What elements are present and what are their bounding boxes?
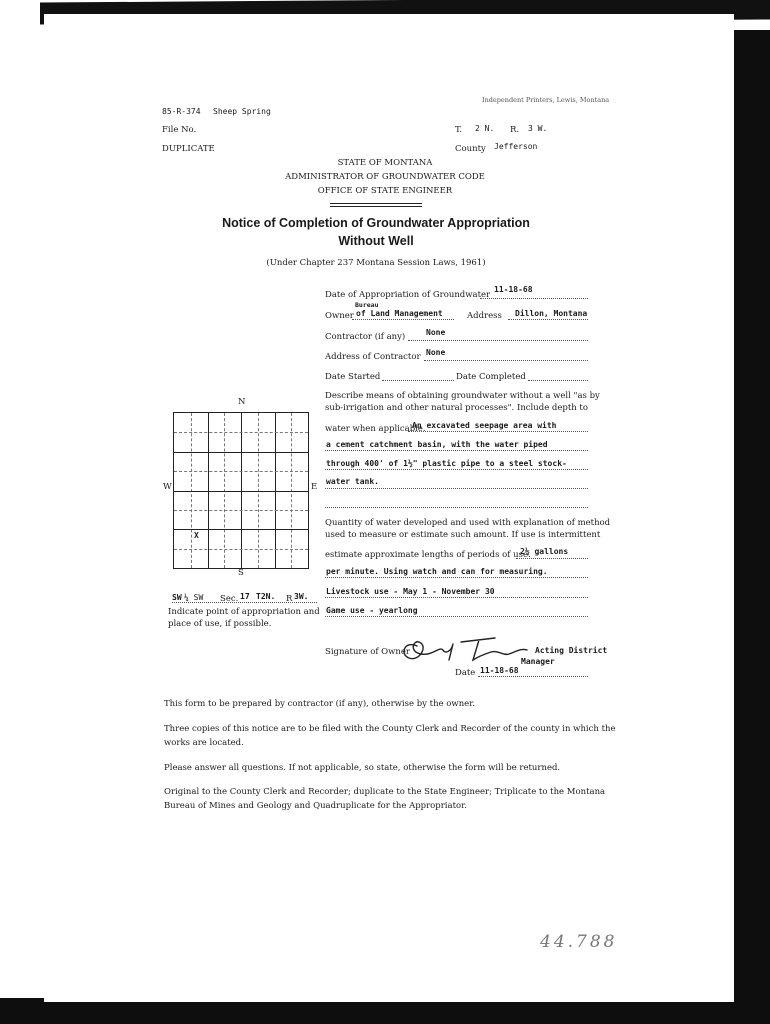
describe-value-1: An excavated seepage area with — [412, 421, 557, 430]
address-value: Dillon, Montana — [515, 309, 588, 318]
footer-note-3: Please answer all questions. If not applicable, so state, otherwise the form will be returned. — [164, 763, 561, 773]
date-label: Date of Appropriation of Groundwater — [325, 290, 491, 300]
contractor-line — [408, 340, 588, 341]
date-value: 11-18-68 — [494, 285, 533, 294]
quantity-line-2 — [325, 577, 588, 578]
sig-date-value: 11-18-68 — [480, 666, 519, 675]
owner-line — [352, 319, 454, 320]
signature-label: Signature of Owner — [325, 647, 410, 657]
describe-value-2: a cement catchment basin, with the water piped — [326, 440, 548, 449]
describe-line-1 — [408, 431, 588, 432]
county-value: Jefferson — [494, 142, 538, 151]
county-label: County — [455, 144, 486, 154]
describe-instructions-1: Describe means of obtaining groundwater without a well "as by — [325, 391, 600, 401]
agency-line-1: STATE OF MONTANA — [337, 158, 433, 168]
date-completed-label: Date Completed — [456, 372, 526, 382]
agency-rule — [330, 203, 422, 204]
address-line — [508, 319, 588, 320]
contractor-label: Contractor (if any) — [325, 332, 406, 342]
date-started-line — [382, 380, 454, 381]
range-label: R. — [510, 125, 520, 135]
sig-date-line — [478, 676, 588, 677]
describe-value-4: water tank. — [326, 477, 379, 486]
township-label: T. — [455, 125, 463, 135]
address-label: Address — [467, 311, 502, 321]
owner-signature — [395, 632, 535, 668]
quantity-instructions-1: Quantity of water developed and used with explanation of method — [325, 518, 611, 528]
describe-line-3 — [325, 469, 588, 470]
appropriation-marker: X — [194, 531, 199, 540]
signature-title-1: Acting District — [535, 646, 608, 655]
describe-line-5 — [325, 507, 588, 508]
agency-line-3: OFFICE OF STATE ENGINEER — [317, 186, 453, 196]
date-started-label: Date Started — [325, 372, 381, 382]
location-prefix-2: ¼ SW — [184, 593, 204, 602]
handwritten-number: 44.788 — [540, 932, 618, 952]
contractor-address-label: Address of Contractor — [325, 352, 421, 362]
describe-line-2 — [325, 450, 588, 451]
map-instruction-1: Indicate point of appropriation and — [168, 607, 320, 617]
agency-line-2: ADMINISTRATOR OF GROUNDWATER CODE — [285, 172, 485, 182]
quantity-value-2: per minute. Using watch and can for measuring. — [326, 567, 548, 576]
form-subtitle: (Under Chapter 237 Montana Session Laws, 1961) — [266, 258, 486, 268]
quantity-line-4 — [325, 616, 588, 617]
quantity-value-3: Livestock use - May 1 - November 30 — [326, 587, 495, 596]
map-instruction-2: place of use, if possible. — [168, 619, 272, 629]
location-prefix-1: SW — [172, 593, 182, 602]
footer-note-4a: Original to the County Clerk and Recorder; duplicate to the State Engineer; Triplicate to the Montana — [164, 787, 606, 797]
footer-note-4b: Bureau of Mines and Geology and Quadruplicate for the Appropriator. — [164, 801, 467, 811]
file-ref: 85-R-374 — [162, 107, 201, 116]
form-title-line-2: Without Well — [338, 234, 414, 248]
quantity-instructions-2: used to measure or estimate such amount. If use is intermittent — [325, 530, 601, 540]
sig-date-label: Date — [455, 668, 476, 678]
owner-label: Owner — [325, 311, 354, 321]
sec-label: Sec. — [220, 594, 239, 604]
describe-value-3: through 400' of 1½" plastic pipe to a steel stock- — [326, 459, 567, 468]
printer-credit: Independent Printers, Lewis, Montana — [482, 96, 610, 104]
describe-line-4 — [325, 488, 588, 489]
date-line — [480, 298, 588, 299]
map-north: N — [238, 397, 246, 407]
spring-name: Sheep Spring — [213, 107, 271, 116]
map-south: S — [238, 568, 244, 578]
footer-note-1: This form to be prepared by contractor (if any), otherwise by the owner. — [164, 699, 476, 709]
agency-rule-2 — [330, 206, 422, 207]
date-completed-line — [528, 380, 588, 381]
contractor-value: None — [426, 328, 446, 337]
range-location: 3W. — [294, 592, 309, 601]
township-value: 2 N. — [475, 124, 495, 133]
signature-title-2: Manager — [521, 657, 555, 666]
describe-instructions-2: sub-irrigation and other natural processes". Include depth to — [325, 403, 588, 413]
quantity-value-4: Game use - yearlong — [326, 606, 418, 615]
sec-value: 17 — [240, 592, 250, 601]
quantity-line-1 — [516, 558, 588, 559]
quantity-line-3 — [325, 597, 588, 598]
location-line — [172, 602, 317, 603]
owner-value-top: Bureau — [355, 301, 379, 309]
describe-instructions-3: water when applicable. — [325, 424, 426, 434]
footer-note-2a: Three copies of this notice are to be filed with the County Clerk and Recorder of the county in which the — [164, 724, 616, 734]
contractor-address-line — [424, 360, 588, 361]
quantity-instructions-3: estimate approximate lengths of periods of use. — [325, 550, 531, 560]
range-value: 3 W. — [528, 124, 548, 133]
footer-note-2b: works are located. — [164, 738, 244, 748]
map-west: W — [163, 482, 172, 492]
map-east: E — [311, 482, 318, 492]
contractor-address-value: None — [426, 348, 446, 357]
range-location-label: R — [286, 594, 293, 604]
owner-value: of Land Management — [356, 309, 443, 318]
quantity-value-1: 2½ gallons — [520, 547, 569, 556]
duplicate-label: DUPLICATE — [162, 144, 215, 154]
file-no-label: File No. — [162, 125, 197, 135]
township-location: T2N. — [256, 592, 276, 601]
form-title: Notice of Completion of Groundwater Appropriation — [222, 216, 530, 230]
section-grid — [173, 412, 309, 569]
